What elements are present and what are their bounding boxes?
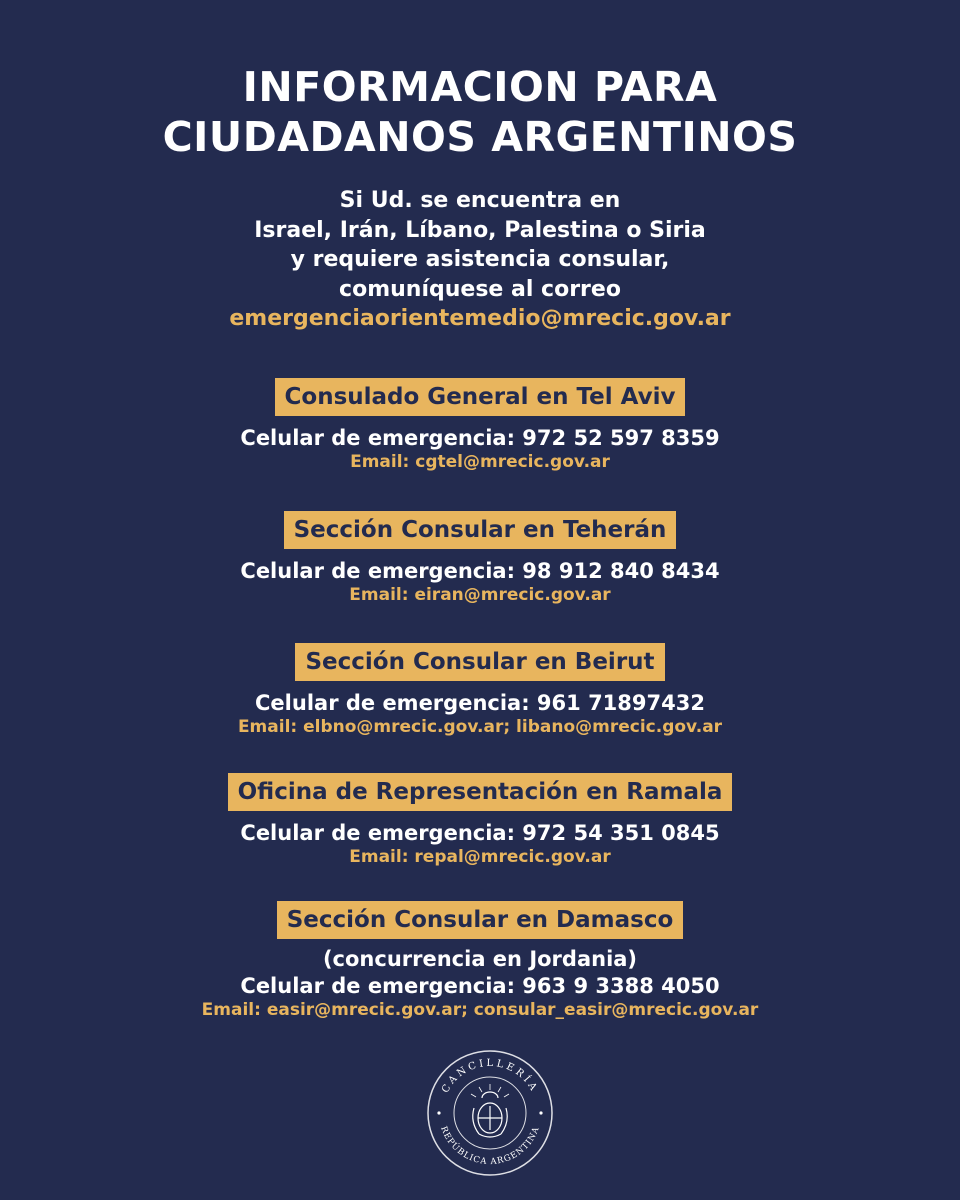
section-email[interactable]: Email: easir@mrecic.gov.ar; consular_easir@mrecic.gov.ar xyxy=(201,1000,759,1020)
section-damasco xyxy=(0,901,960,1021)
emergency-phone: Celular de emergencia: 972 54 351 0845 xyxy=(240,821,720,845)
seal-top-text: CANCILLERÍA xyxy=(440,1057,540,1096)
cancilleria-seal xyxy=(425,1048,555,1178)
section-label: Sección Consular en Damasco xyxy=(277,901,684,939)
section-note: (concurrencia en Jordania) xyxy=(322,947,638,971)
section-beirut xyxy=(0,643,960,738)
intro-line-1: Si Ud. se encuentra en xyxy=(339,188,621,213)
argentina-coat-of-arms-icon xyxy=(471,1084,509,1137)
section-label: Sección Consular en Beirut xyxy=(295,643,664,681)
section-label: Oficina de Representación en Ramala xyxy=(228,773,733,811)
intro-text xyxy=(0,186,960,334)
intro-line-2: Israel, Irán, Líbano, Palestina o Siria xyxy=(254,217,706,243)
seal-bottom-text: REPÚBLICA ARGENTINA xyxy=(438,1125,542,1168)
svg-text:REPÚBLICA ARGENTINA xyxy=(438,1125,542,1167)
section-email[interactable]: Email: elbno@mrecic.gov.ar; libano@mrecic.gov.ar xyxy=(237,717,723,737)
intro-line-4: comuníquese al correo xyxy=(339,276,621,302)
section-email[interactable]: Email: repal@mrecic.gov.ar xyxy=(349,847,611,867)
section-email[interactable]: Email: cgtel@mrecic.gov.ar xyxy=(350,452,610,472)
section-tel-aviv xyxy=(0,378,960,473)
title-line-1: INFORMACION PARA xyxy=(242,63,718,111)
section-ramala xyxy=(0,773,960,868)
page-title xyxy=(0,62,960,162)
section-label: Sección Consular en Teherán xyxy=(284,511,677,549)
emergency-phone: Celular de emergencia: 98 912 840 8434 xyxy=(240,559,720,583)
section-email[interactable]: Email: eiran@mrecic.gov.ar xyxy=(349,585,611,605)
section-teheran xyxy=(0,511,960,606)
emergency-phone: Celular de emergencia: 961 71897432 xyxy=(255,691,705,715)
emergency-phone: Celular de emergencia: 963 9 3388 4050 xyxy=(240,974,720,998)
emergency-email-link[interactable]: emergenciaorientemedio@mrecic.gov.ar xyxy=(229,306,731,331)
emergency-phone: Celular de emergencia: 972 52 597 8359 xyxy=(240,426,720,450)
title-line-2: CIUDADANOS ARGENTINOS xyxy=(162,113,798,161)
section-label: Consulado General en Tel Aviv xyxy=(275,378,686,416)
intro-line-3: y requiere asistencia consular, xyxy=(290,247,670,272)
